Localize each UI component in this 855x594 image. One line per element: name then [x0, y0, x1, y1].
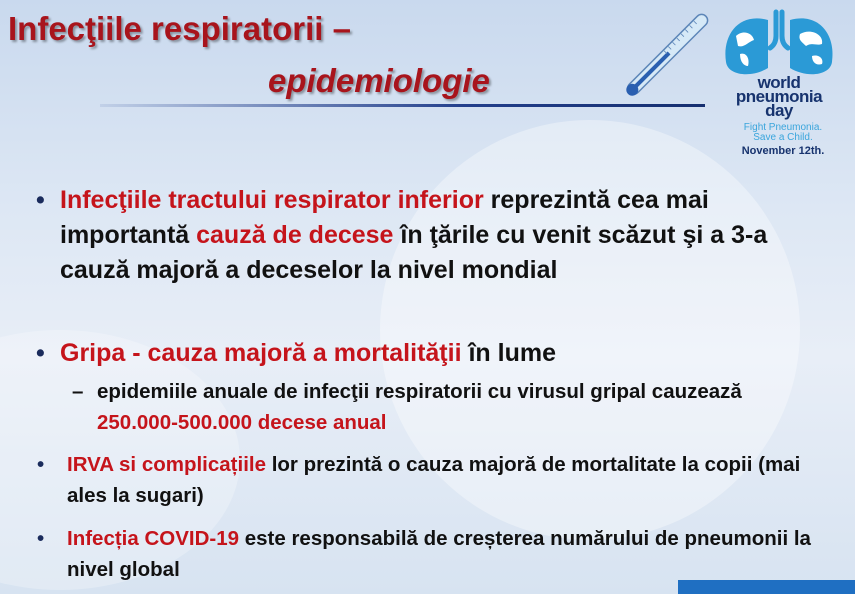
corner-banner	[678, 580, 855, 594]
bullet-1	[60, 183, 800, 288]
bullet-2-highlight: Gripa - cauza majoră a mortalităţii	[60, 339, 462, 367]
sub-bullet-1	[97, 376, 817, 438]
slide-title: Infecţiile respiratorii –	[8, 10, 351, 47]
logo-word-1: world	[757, 73, 801, 92]
bullet-2-text: în lume	[461, 339, 556, 367]
bullet-4	[67, 523, 827, 585]
logo-word-2: pneumonia	[735, 87, 823, 106]
bullet-3-text: lor prezintă o cauza majoră de mortalitate la copii (mai ales la sugari)	[67, 453, 801, 507]
bullet-dot-icon: •	[37, 527, 45, 550]
sub-bullet-1-highlight: 250.000-500.000 decese anual	[97, 411, 387, 434]
bullet-dot-icon: •	[36, 186, 45, 214]
logo-date: November 12th.	[741, 145, 825, 157]
bullet-2	[60, 336, 800, 371]
bullet-1-highlight-2: cauză de decese	[196, 221, 394, 249]
bullet-4-text: este responsabilă de creșterea numărului de pneumonii la nivel global	[67, 527, 811, 581]
bullet-1-text-1: reprezintă cea mai importantă	[60, 186, 709, 249]
sub-bullet-dash-icon: –	[72, 380, 84, 403]
bullet-3-highlight: IRVA si complicațiile	[67, 453, 266, 476]
bullet-1-highlight-1: Infecţiile tractului respirator inferior	[60, 186, 484, 214]
bullet-1-text-2: în ţările cu venit scăzut şi a 3-a cauză majoră a deceselor la nivel mondial	[60, 221, 768, 284]
bullet-4-highlight: Infecția COVID-19	[67, 527, 240, 550]
logo-slogan-2: Save a Child.	[753, 132, 813, 143]
bullet-dot-icon: •	[37, 453, 45, 476]
bullet-dot-icon: •	[36, 339, 45, 367]
logo-word-3: day	[765, 101, 793, 120]
logo-slogan-1: Fight Pneumonia.	[743, 122, 823, 133]
bullet-3	[67, 449, 807, 511]
slide-subtitle: epidemiologie	[268, 62, 490, 99]
sub-bullet-1-text: epidemiile anuale de infecţii respiratorii cu virusul gripal cauzează	[97, 380, 742, 403]
